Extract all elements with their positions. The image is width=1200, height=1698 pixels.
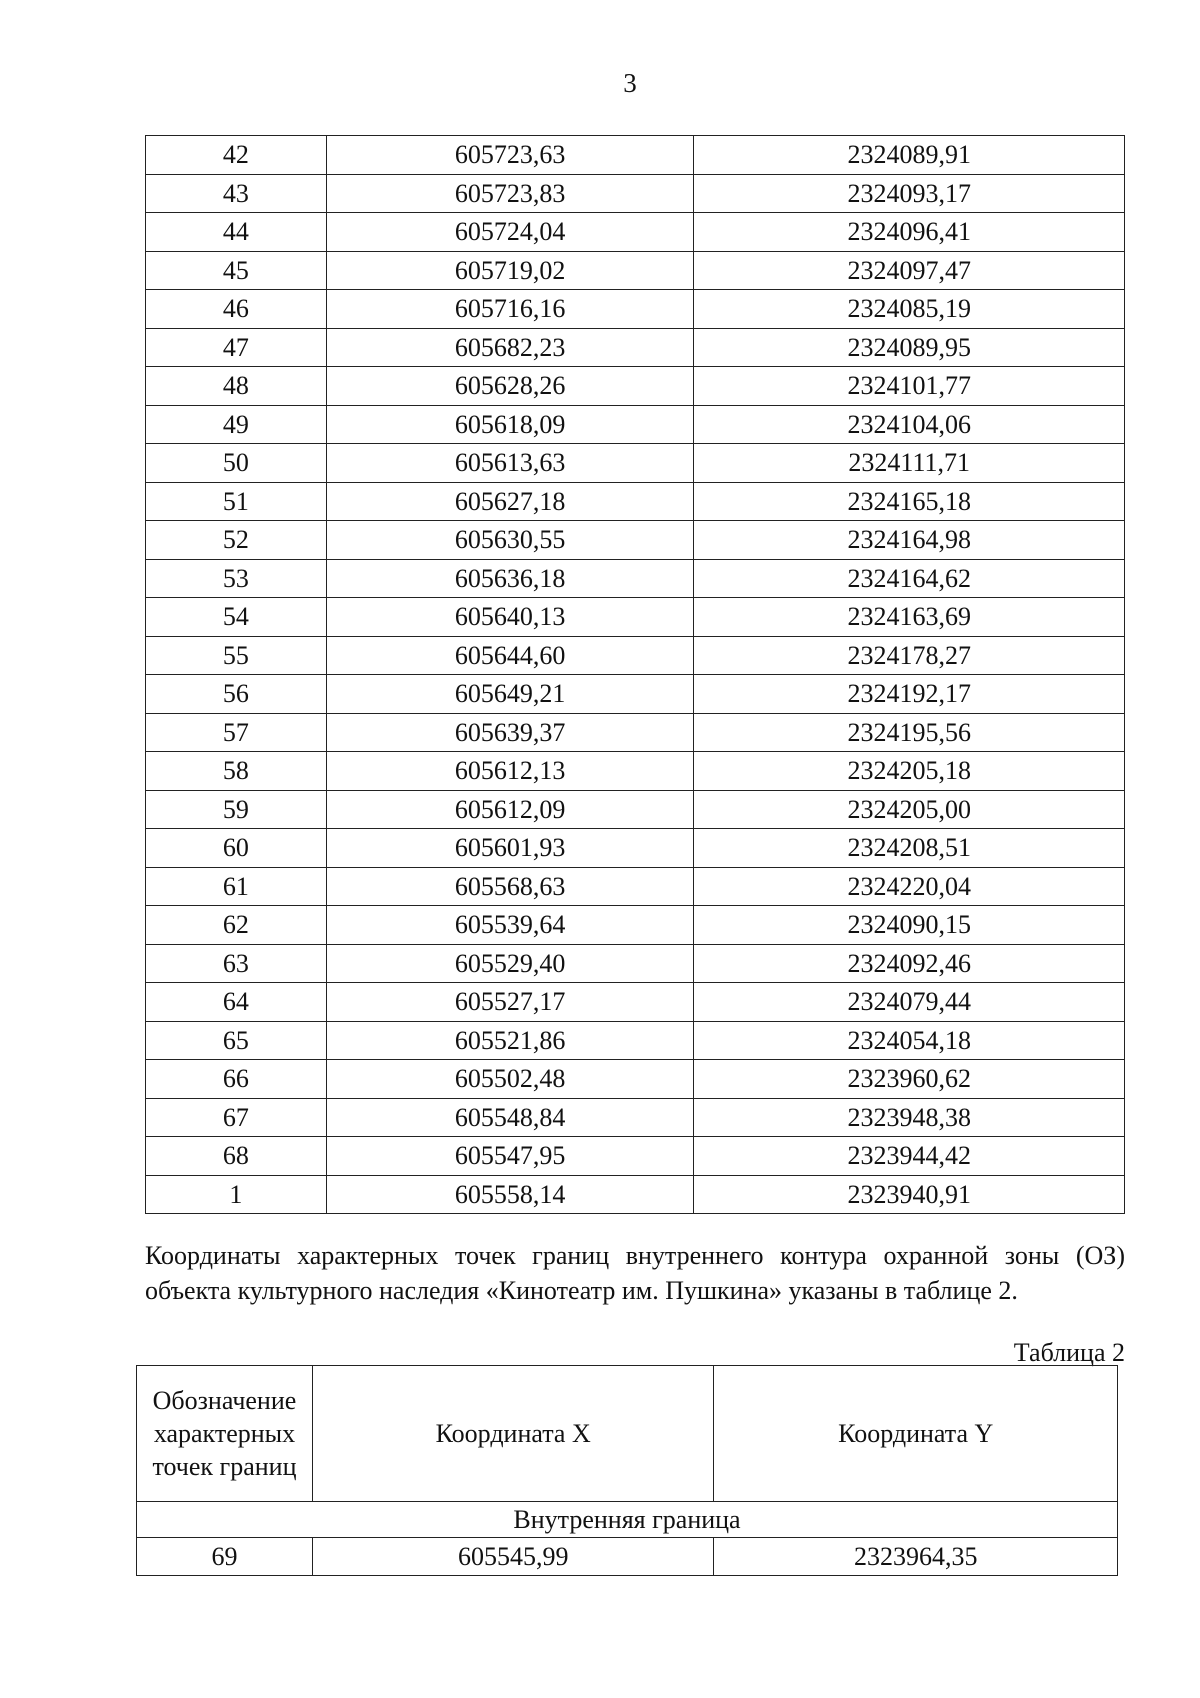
table-row	[146, 136, 1125, 175]
coordinate-x-cell: 605723,63	[326, 136, 694, 175]
point-number-cell: 55	[146, 636, 327, 675]
table-row	[146, 559, 1125, 598]
coordinates-table-1	[145, 135, 1125, 1214]
coordinate-x-cell: 605719,02	[326, 251, 694, 290]
coordinate-y-cell: 2324205,00	[694, 790, 1125, 829]
table-row	[146, 983, 1125, 1022]
coordinate-x-cell: 605723,83	[326, 174, 694, 213]
coordinate-x-cell: 605545,99	[312, 1538, 714, 1576]
table-row	[146, 1098, 1125, 1137]
coordinate-y-cell: 2323944,42	[694, 1137, 1125, 1176]
coordinate-x-cell: 605548,84	[326, 1098, 694, 1137]
table-2-caption: Таблица 2	[1013, 1338, 1125, 1367]
coordinate-y-cell: 2324111,71	[694, 444, 1125, 483]
coordinate-y-cell: 2324101,77	[694, 367, 1125, 406]
section-row	[137, 1502, 1118, 1538]
coordinate-x-cell: 605547,95	[326, 1137, 694, 1176]
table-row	[146, 713, 1125, 752]
coordinate-y-cell: 2324054,18	[694, 1021, 1125, 1060]
coordinate-y-cell: 2324096,41	[694, 213, 1125, 252]
coordinate-x-cell: 605630,55	[326, 521, 694, 560]
table-row	[146, 675, 1125, 714]
point-number-cell: 60	[146, 829, 327, 868]
coordinate-x-cell: 605539,64	[326, 906, 694, 945]
table-row	[146, 482, 1125, 521]
coordinate-y-cell: 2323964,35	[714, 1538, 1118, 1576]
coordinate-y-cell: 2324220,04	[694, 867, 1125, 906]
coordinate-y-cell: 2324092,46	[694, 944, 1125, 983]
table-row	[146, 1137, 1125, 1176]
table-row	[146, 944, 1125, 983]
coordinate-x-cell: 605613,63	[326, 444, 694, 483]
coordinate-x-cell: 605649,21	[326, 675, 694, 714]
point-number-cell: 62	[146, 906, 327, 945]
table-row	[146, 290, 1125, 329]
coordinate-x-cell: 605612,13	[326, 752, 694, 791]
coordinate-x-cell: 605724,04	[326, 213, 694, 252]
point-number-cell: 1	[146, 1175, 327, 1214]
coordinate-x-cell: 605640,13	[326, 598, 694, 637]
table-row	[146, 367, 1125, 406]
point-number-cell: 47	[146, 328, 327, 367]
coordinate-y-cell: 2324089,91	[694, 136, 1125, 175]
coordinate-y-cell: 2324164,98	[694, 521, 1125, 560]
header-coordinate-x: Координата X	[312, 1366, 714, 1502]
coordinate-x-cell: 605636,18	[326, 559, 694, 598]
point-number-cell: 54	[146, 598, 327, 637]
table-row	[146, 174, 1125, 213]
coordinate-y-cell: 2324178,27	[694, 636, 1125, 675]
point-number-cell: 64	[146, 983, 327, 1022]
point-number-cell: 53	[146, 559, 327, 598]
coordinate-y-cell: 2324089,95	[694, 328, 1125, 367]
coordinate-y-cell: 2324208,51	[694, 829, 1125, 868]
coordinate-x-cell: 605618,09	[326, 405, 694, 444]
table-row	[146, 328, 1125, 367]
point-number-cell: 49	[146, 405, 327, 444]
coordinate-y-cell: 2324104,06	[694, 405, 1125, 444]
coordinate-x-cell: 605682,23	[326, 328, 694, 367]
table-2-intro-paragraph: Координаты характерных точек границ внутреннего контура охранной зоны (ОЗ) объекта культурного наследия «Кинотеатр им. Пушкина» указаны в таблице 2.	[145, 1241, 1125, 1305]
coordinate-x-cell: 605502,48	[326, 1060, 694, 1099]
table-row	[137, 1538, 1118, 1576]
point-number-cell: 65	[146, 1021, 327, 1060]
coordinate-y-cell: 2324205,18	[694, 752, 1125, 791]
section-inner-boundary: Внутренняя граница	[137, 1502, 1118, 1538]
table-row	[146, 1175, 1125, 1214]
coordinate-y-cell: 2323940,91	[694, 1175, 1125, 1214]
coordinate-y-cell: 2324090,15	[694, 906, 1125, 945]
table-row	[146, 213, 1125, 252]
table-row	[146, 444, 1125, 483]
header-coordinate-y: Координата Y	[714, 1366, 1118, 1502]
coordinate-x-cell: 605527,17	[326, 983, 694, 1022]
coordinate-y-cell: 2324164,62	[694, 559, 1125, 598]
coordinate-x-cell: 605568,63	[326, 867, 694, 906]
point-number-cell: 68	[146, 1137, 327, 1176]
table-row	[146, 251, 1125, 290]
point-number-cell: 63	[146, 944, 327, 983]
point-number-cell: 69	[137, 1538, 313, 1576]
coordinate-y-cell: 2324165,18	[694, 482, 1125, 521]
coordinate-y-cell: 2324195,56	[694, 713, 1125, 752]
coordinate-y-cell: 2323948,38	[694, 1098, 1125, 1137]
point-number-cell: 59	[146, 790, 327, 829]
table-row	[146, 405, 1125, 444]
table-row	[146, 790, 1125, 829]
coordinate-x-cell: 605716,16	[326, 290, 694, 329]
coordinate-y-cell: 2324163,69	[694, 598, 1125, 637]
table-row	[146, 752, 1125, 791]
point-number-cell: 43	[146, 174, 327, 213]
table-row	[146, 598, 1125, 637]
coordinate-y-cell: 2323960,62	[694, 1060, 1125, 1099]
coordinate-y-cell: 2324192,17	[694, 675, 1125, 714]
coordinates-table-1-body	[146, 136, 1125, 1214]
table-row	[146, 829, 1125, 868]
point-number-cell: 67	[146, 1098, 327, 1137]
coordinate-x-cell: 605644,60	[326, 636, 694, 675]
table-row	[146, 867, 1125, 906]
coordinate-x-cell: 605612,09	[326, 790, 694, 829]
coordinate-x-cell: 605529,40	[326, 944, 694, 983]
point-number-cell: 57	[146, 713, 327, 752]
point-number-cell: 46	[146, 290, 327, 329]
table-row	[146, 521, 1125, 560]
point-number-cell: 44	[146, 213, 327, 252]
table-row	[146, 636, 1125, 675]
coordinate-x-cell: 605627,18	[326, 482, 694, 521]
coordinate-y-cell: 2324085,19	[694, 290, 1125, 329]
point-number-cell: 51	[146, 482, 327, 521]
table-row	[146, 1021, 1125, 1060]
coordinate-y-cell: 2324097,47	[694, 251, 1125, 290]
coordinate-y-cell: 2324093,17	[694, 174, 1125, 213]
point-number-cell: 56	[146, 675, 327, 714]
coordinate-x-cell: 605521,86	[326, 1021, 694, 1060]
coordinate-x-cell: 605601,93	[326, 829, 694, 868]
page-number: 3	[623, 68, 637, 98]
point-number-cell: 61	[146, 867, 327, 906]
table-row	[146, 906, 1125, 945]
coordinates-table-2	[136, 1365, 1118, 1576]
header-point-designation: Обозначение характерных точек границ	[137, 1366, 313, 1502]
point-number-cell: 48	[146, 367, 327, 406]
coordinate-x-cell: 605628,26	[326, 367, 694, 406]
coordinate-x-cell: 605558,14	[326, 1175, 694, 1214]
point-number-cell: 45	[146, 251, 327, 290]
coordinate-x-cell: 605639,37	[326, 713, 694, 752]
coordinates-table-2-body	[137, 1366, 1118, 1576]
coordinate-y-cell: 2324079,44	[694, 983, 1125, 1022]
point-number-cell: 66	[146, 1060, 327, 1099]
point-number-cell: 58	[146, 752, 327, 791]
point-number-cell: 52	[146, 521, 327, 560]
point-number-cell: 50	[146, 444, 327, 483]
point-number-cell: 42	[146, 136, 327, 175]
table-header-row	[137, 1366, 1118, 1502]
table-row	[146, 1060, 1125, 1099]
